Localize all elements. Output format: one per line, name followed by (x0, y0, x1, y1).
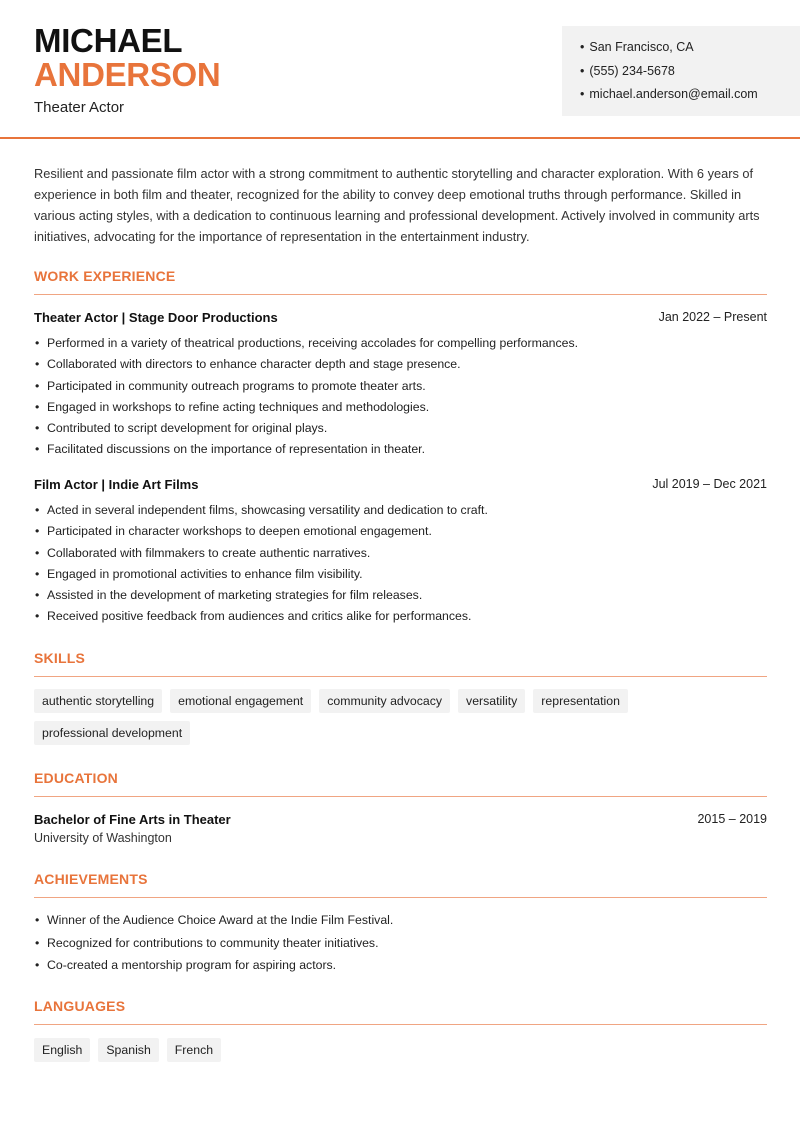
list-item: • Performed in a variety of theatrical productions, receiving accolades for compelling performances. (34, 335, 767, 351)
skill-tag: community advocacy (319, 689, 450, 713)
contact-list (580, 39, 758, 110)
job-dates: Jan 2022 – Present (658, 310, 767, 324)
last-name: ANDERSON (34, 56, 221, 93)
language-tag: French (167, 1038, 221, 1062)
job-bullets (34, 502, 767, 630)
list-item: • Co-created a mentorship program for aspiring actors. (34, 957, 767, 973)
contact-location: • San Francisco, CA (580, 39, 758, 63)
list-item: • Collaborated with directors to enhance character depth and stage presence. (34, 356, 767, 372)
school: University of Washington (34, 831, 172, 845)
skill-tag: emotional engagement (170, 689, 311, 713)
language-tags (34, 1038, 774, 1070)
resume-header (0, 0, 800, 139)
section-title-languages: LANGUAGES (34, 998, 126, 1014)
education-years: 2015 – 2019 (697, 812, 767, 826)
list-item: • Facilitated discussions on the importance of representation in theater. (34, 441, 767, 457)
language-tag: Spanish (98, 1038, 158, 1062)
section-divider (34, 1024, 767, 1025)
list-item: • Winner of the Audience Choice Award at the Indie Film Festival. (34, 912, 767, 928)
section-title-skills: SKILLS (34, 650, 85, 666)
first-name: MICHAEL (34, 22, 183, 59)
section-title-achievements: ACHIEVEMENTS (34, 871, 148, 887)
section-title-work: WORK EXPERIENCE (34, 268, 176, 284)
section-divider (34, 897, 767, 898)
list-item: • Engaged in workshops to refine acting techniques and methodologies. (34, 399, 767, 415)
section-divider (34, 294, 767, 295)
skill-tag: versatility (458, 689, 525, 713)
job-dates: Jul 2019 – Dec 2021 (652, 477, 767, 491)
candidate-name (34, 24, 220, 92)
list-item: • Participated in community outreach programs to promote theater arts. (34, 378, 767, 394)
skill-tag: representation (533, 689, 628, 713)
job-role: Film Actor | Indie Art Films (34, 477, 199, 492)
job-bullets (34, 335, 767, 463)
contact-box (562, 26, 800, 116)
degree: Bachelor of Fine Arts in Theater (34, 812, 231, 827)
education-header (34, 812, 767, 827)
achievement-bullets (34, 912, 767, 980)
contact-phone: • (555) 234-5678 (580, 63, 758, 87)
section-title-education: EDUCATION (34, 770, 118, 786)
job-header (34, 477, 767, 492)
language-tag: English (34, 1038, 90, 1062)
list-item: • Collaborated with filmmakers to create authentic narratives. (34, 545, 767, 561)
list-item: • Acted in several independent films, showcasing versatility and dedication to craft. (34, 502, 767, 518)
list-item: • Engaged in promotional activities to enhance film visibility. (34, 566, 767, 582)
skill-tag: authentic storytelling (34, 689, 162, 713)
section-divider (34, 676, 767, 677)
list-item: • Received positive feedback from audiences and critics alike for performances. (34, 608, 767, 624)
list-item: • Recognized for contributions to community theater initiatives. (34, 935, 767, 951)
list-item: • Assisted in the development of marketing strategies for film releases. (34, 587, 767, 603)
skill-tag: professional development (34, 721, 190, 745)
contact-email: • michael.anderson@email.com (580, 86, 758, 110)
list-item: • Participated in character workshops to deepen emotional engagement. (34, 523, 767, 539)
list-item: • Contributed to script development for original plays. (34, 420, 767, 436)
job-role: Theater Actor | Stage Door Productions (34, 310, 278, 325)
job-title: Theater Actor (34, 99, 125, 116)
job-header (34, 310, 767, 325)
section-divider (34, 796, 767, 797)
summary: Resilient and passionate film actor with a strong commitment to authentic storytelling and character exploration. With 6 years of experience in both film and theater, recognized for the ability to convey deep emotional truths through performance. Skilled in various acting styles, with a dedication to continuous learning and professional development. Actively involved in community arts initiatives, advocating for the importance of representation in the entertainment industry. (34, 166, 760, 244)
skills-tags (34, 689, 774, 753)
